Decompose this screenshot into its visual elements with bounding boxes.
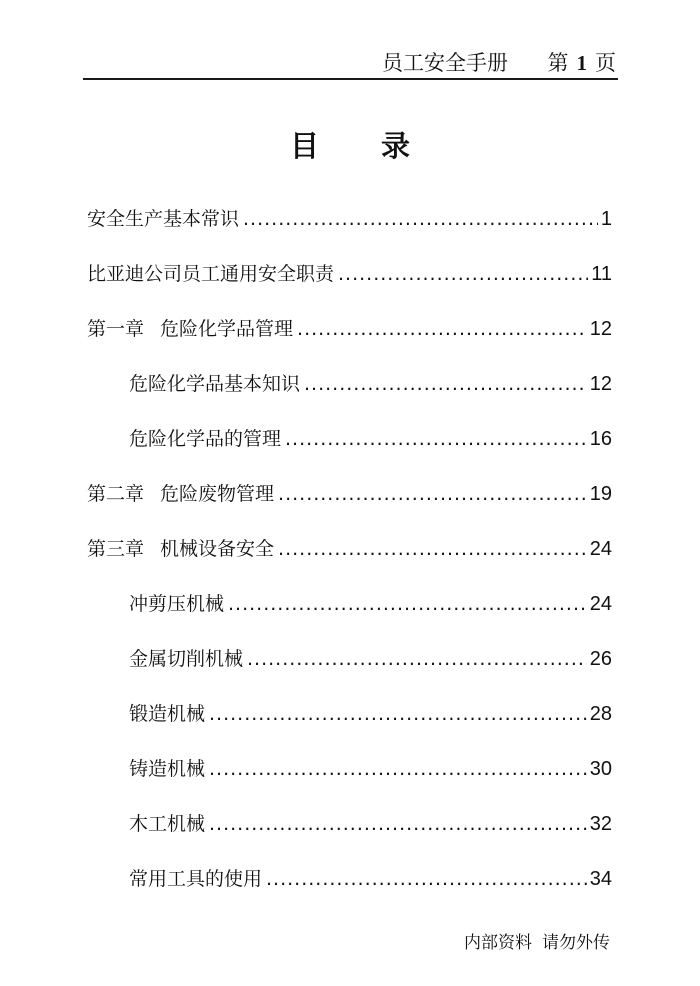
toc-entry-leader — [243, 204, 598, 234]
toc-entry-title: 常用工具的使用 — [129, 868, 263, 890]
toc-entry[interactable] — [129, 644, 612, 674]
toc-entry[interactable] — [129, 369, 612, 399]
toc-entry[interactable] — [129, 424, 612, 454]
toc-entry-title: 危险化学品管理 — [160, 318, 294, 340]
toc-entry-page: 1 — [600, 208, 612, 230]
toc-entry-leader — [209, 809, 587, 839]
toc-entry-title: 铸造机械 — [129, 758, 206, 780]
toc-entry-leader — [278, 534, 587, 564]
toc-entry[interactable] — [87, 314, 612, 344]
toc-entry[interactable] — [87, 204, 612, 234]
toc-entry-title: 机械设备安全 — [160, 538, 275, 560]
toc-entry-leader — [285, 424, 587, 454]
page-prefix: 第 — [547, 51, 569, 75]
toc-entry[interactable] — [129, 809, 612, 839]
toc-entry-leader — [297, 314, 587, 344]
toc-entry-page: 16 — [589, 428, 612, 450]
toc-entry[interactable] — [87, 479, 612, 509]
toc-entry-leader — [338, 259, 588, 289]
page-suffix: 页 — [595, 51, 616, 75]
toc-entry-leader — [209, 699, 587, 729]
toc-entry-title: 危险化学品基本知识 — [129, 373, 301, 395]
toc-entry-title: 安全生产基本常识 — [87, 208, 240, 230]
document-title: 员工安全手册 — [382, 51, 508, 75]
toc-entry-leader — [266, 864, 587, 894]
toc-entry-page: 12 — [589, 373, 612, 395]
toc-entry[interactable] — [129, 754, 612, 784]
toc-entry-title: 锻造机械 — [129, 703, 206, 725]
toc-entry-page: 12 — [589, 318, 612, 340]
toc-entry[interactable] — [129, 699, 612, 729]
page-footer — [464, 930, 610, 956]
toc-entry-page: 34 — [589, 868, 612, 890]
page-number: 1 — [576, 51, 587, 75]
toc-entry-title: 木工机械 — [129, 813, 206, 835]
toc-entry[interactable] — [87, 259, 612, 289]
toc-entry-leader — [278, 479, 587, 509]
toc-entry-leader — [209, 754, 587, 784]
toc-entry-page: 11 — [591, 263, 612, 285]
toc-entry-chapter: 第一章 — [87, 318, 145, 340]
toc-entry-page: 32 — [589, 813, 612, 835]
toc-entry-title: 危险化学品的管理 — [129, 428, 282, 450]
toc-entry-leader — [304, 369, 587, 399]
toc-entry-chapter: 第二章 — [87, 483, 145, 505]
toc-entry[interactable] — [129, 864, 612, 894]
toc-entry-page: 24 — [589, 593, 612, 615]
toc-entry-title: 金属切削机械 — [129, 648, 244, 670]
toc-heading: 目录 — [289, 129, 472, 163]
toc-entry-title: 比亚迪公司员工通用安全职责 — [87, 263, 335, 285]
footer-no-distribution-label: 请勿外传 — [542, 933, 610, 953]
toc-entry-title: 危险废物管理 — [160, 483, 275, 505]
toc-entry-leader — [247, 644, 587, 674]
toc-entry-title: 冲剪压机械 — [129, 593, 225, 615]
toc-entry-page: 26 — [589, 648, 612, 670]
toc-entry-page: 19 — [589, 483, 612, 505]
toc-entry-page: 30 — [589, 758, 612, 780]
toc-entry-page: 28 — [589, 703, 612, 725]
toc-entry[interactable] — [129, 589, 612, 619]
toc-entry-page: 24 — [589, 538, 612, 560]
toc-entry-leader — [228, 589, 587, 619]
toc-entry[interactable] — [87, 534, 612, 564]
footer-internal-label: 内部资料 — [464, 933, 532, 953]
toc-entry-chapter: 第三章 — [87, 538, 145, 560]
